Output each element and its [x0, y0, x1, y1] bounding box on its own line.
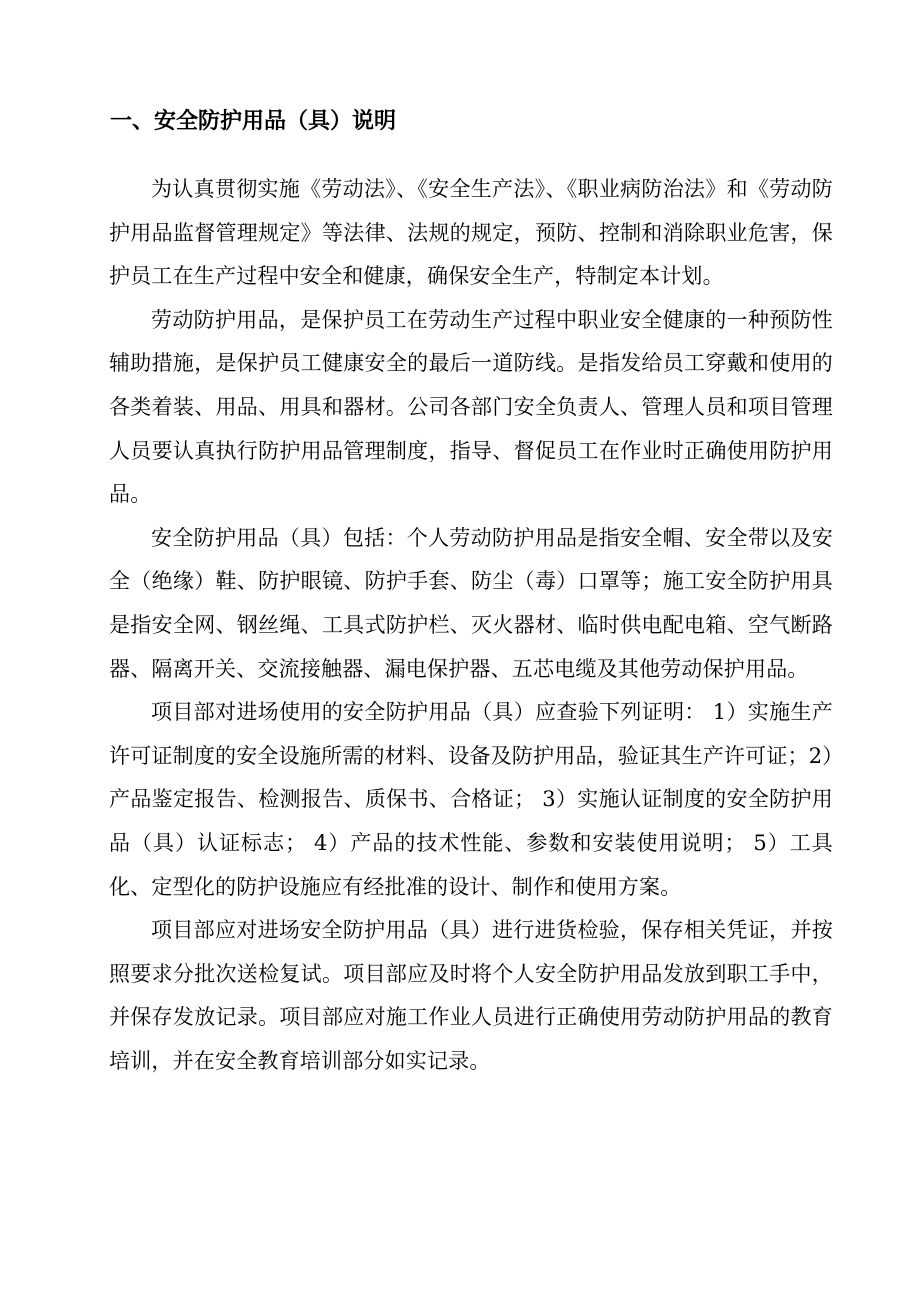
paragraph-inspection: 项目部应对进场安全防护用品（具）进行进货检验，保存相关凭证，并按照要求分批次送检复试。项目部应及时将个人安全防护用品发放到职工手中，并保存发放记录。项目部应对施工作业人员进行正确使用劳动防护用品的教育培训，并在安全教育培训部分如实记录。 — [109, 918, 833, 1073]
paragraph-verification: 项目部对进场使用的安全防护用品（具）应查验下列证明： 1）实施生产许可证制度的安全设施所需的材料、设备及防护用品，验证其生产许可证；2）产品鉴定报告、检测报告、质保书、合格证； 3）实施认证制度的安全防护用品（具）认证标志； 4）产品的技术性能、参数和安装使用说明； 5）工具化、定型化的防护设施应有经批准的设计、制作和使用方案。 — [109, 700, 833, 899]
section-heading: 一、安全防护用品（具）说明 — [110, 108, 397, 134]
paragraph-purpose: 为认真贯彻实施《劳动法》、《安全生产法》、《职业病防治法》和《劳动防护用品监督管理规定》等法律、法规的规定，预防、控制和消除职业危害，保护员工在生产过程中安全和健康，确保安全生产，特制定本计划。 — [109, 177, 833, 289]
paragraph-definition: 劳动防护用品，是保护员工在劳动生产过程中职业安全健康的一种预防性辅助措施，是保护员工健康安全的最后一道防线。是指发给员工穿戴和使用的各类着装、用品、用具和器材。公司各部门安全负责人、管理人员和项目管理人员要认真执行防护用品管理制度，指导、督促员工在作业时正确使用防护用品。 — [109, 307, 833, 507]
paragraph-categories: 安全防护用品（具）包括：个人劳动防护用品是指安全帽、安全带以及安全（绝缘）鞋、防护眼镜、防护手套、防尘（毒）口罩等；施工安全防护用具是指安全网、钢丝绳、工具式防护栏、灭火器材、临时供电配电箱、空气断路器、隔离开关、交流接触器、漏电保护器、五芯电缆及其他劳动保护用品。 — [109, 525, 833, 681]
document-body — [109, 168, 833, 1083]
